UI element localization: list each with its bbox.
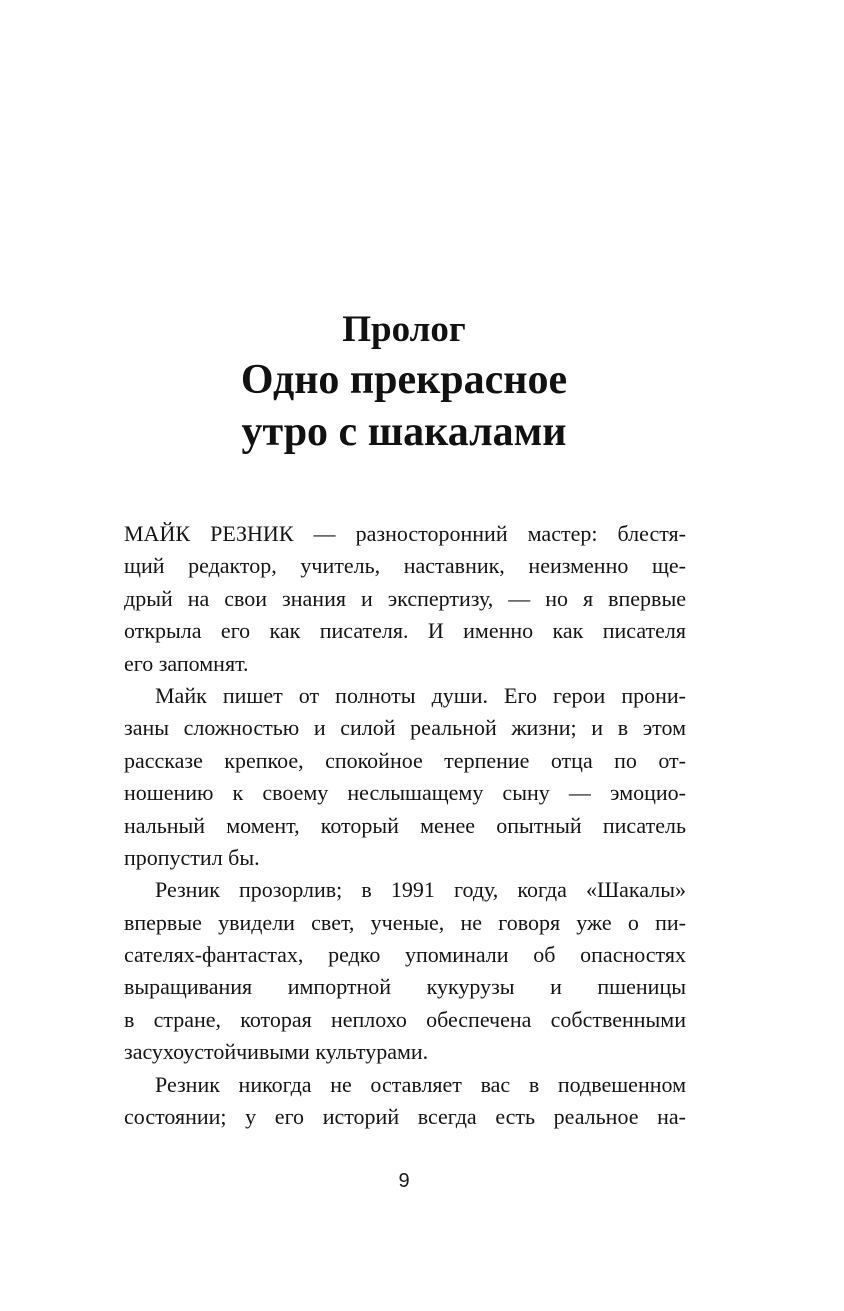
text-line: сателях-фантастах, редко упоминали об опасностях [124, 942, 686, 968]
chapter-title-line-2: утро с шакалами [241, 409, 567, 455]
text-line: в стране, которая неплохо обеспечена собственными [124, 1006, 686, 1032]
text-line: Резник никогда не оставляет вас в подвешенном [155, 1071, 686, 1097]
text-line: Резник прозорлив; в 1991 году, когда «Шакалы» [155, 877, 686, 903]
chapter-title-line-1: Одно прекрасное [240, 357, 568, 403]
text-line: заны сложностью и силой реальной жизни; и в этом [124, 715, 686, 741]
text-line: пропустил бы. [124, 844, 260, 870]
page-number: 9 [398, 1170, 410, 1192]
text-line: ношению к своему неслышащему сыну — эмоцио- [124, 780, 686, 806]
chapter-heading [0, 306, 808, 458]
text-line: рассказе крепкое, спокойное терпение отца по от- [124, 747, 686, 773]
text-line: дрый на свои знания и экспертизу, — но я впервые [124, 585, 686, 611]
text-line: состоянии; у его историй всегда есть реальное на- [124, 1104, 686, 1130]
text-line: Майк пишет от полноты души. Его герои прони- [155, 682, 686, 708]
text-line: его запомнят. [124, 650, 249, 676]
text-line: открыла его как писателя. И именно как писателя [124, 618, 686, 644]
prolog-label: Пролог [342, 309, 466, 350]
text-line: выращивания импортной кукурузы и пшеницы [124, 974, 686, 1000]
body-text [124, 518, 686, 1133]
text-line: щий редактор, учитель, наставник, неизменно ще- [124, 553, 686, 579]
text-line: впервые увидели свет, ученые, не говоря уже о пи- [124, 909, 686, 935]
text-line: МАЙК РЕЗНИК — разносторонний мастер: блестя- [124, 521, 686, 546]
text-line: нальный момент, который менее опытный писатель [124, 812, 686, 838]
text-line: засухоустойчивыми культурами. [124, 1039, 429, 1065]
